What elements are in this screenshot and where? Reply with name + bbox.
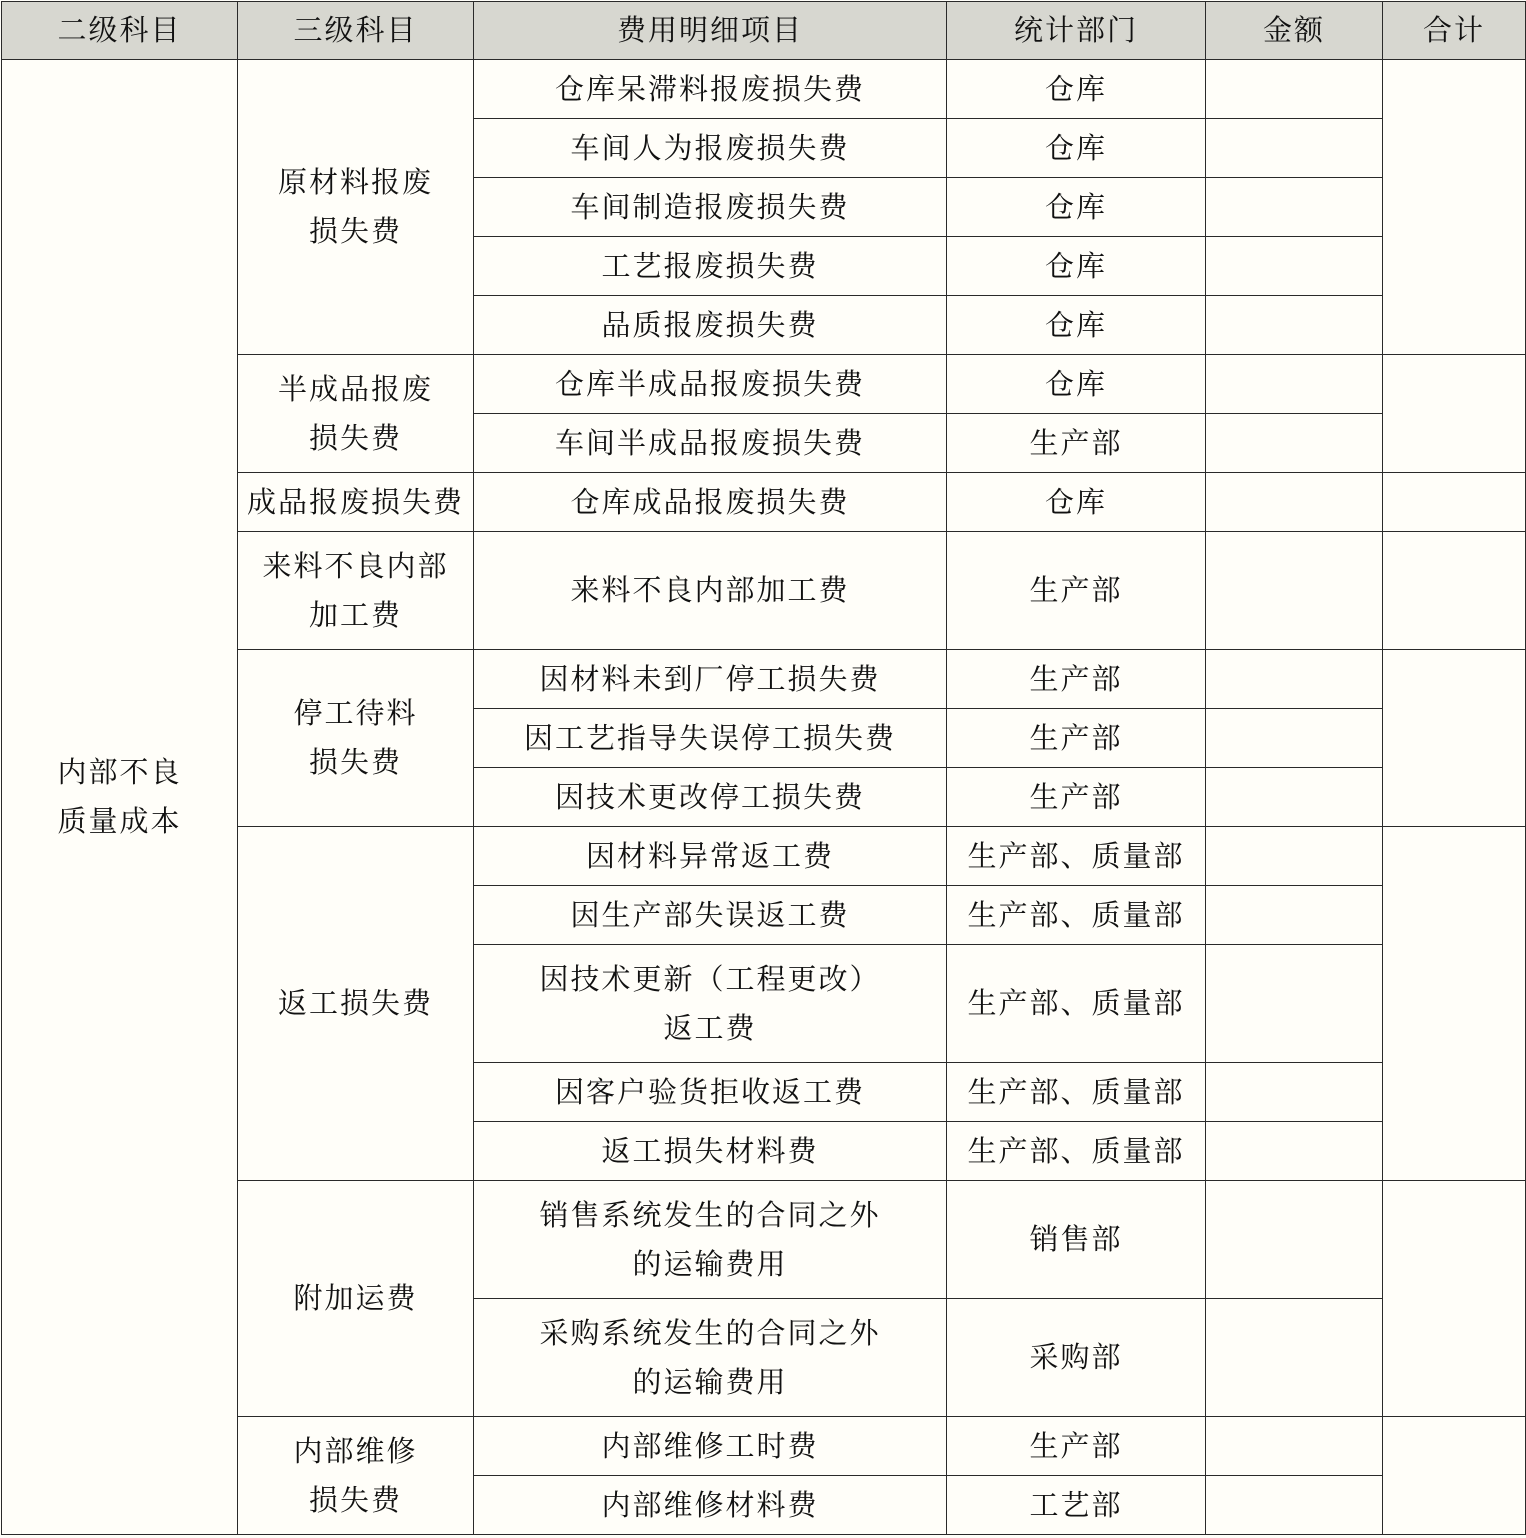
level2-cell: 内部不良 质量成本 — [2, 60, 238, 1535]
item-cell: 仓库呆滞料报废损失费 — [474, 60, 947, 119]
item-cell: 来料不良内部加工费 — [474, 532, 947, 650]
amount-cell[interactable] — [1206, 1122, 1383, 1181]
item-cell: 采购系统发生的合同之外 的运输费用 — [474, 1299, 947, 1417]
level3-cell: 成品报废损失费 — [238, 473, 474, 532]
level3-cell: 半成品报废 损失费 — [238, 355, 474, 473]
quality-cost-table — [1, 1, 1526, 1535]
item-cell: 车间制造报废损失费 — [474, 178, 947, 237]
dept-cell: 生产部 — [947, 768, 1206, 827]
item-cell: 因生产部失误返工费 — [474, 886, 947, 945]
item-cell: 仓库半成品报废损失费 — [474, 355, 947, 414]
amount-cell[interactable] — [1206, 768, 1383, 827]
dept-cell: 生产部、质量部 — [947, 827, 1206, 886]
item-cell: 内部维修工时费 — [474, 1417, 947, 1476]
amount-cell[interactable] — [1206, 1181, 1383, 1299]
amount-cell[interactable] — [1206, 296, 1383, 355]
total-cell[interactable] — [1383, 827, 1526, 1181]
level3-cell: 内部维修 损失费 — [238, 1417, 474, 1535]
total-cell[interactable] — [1383, 1181, 1526, 1417]
item-cell: 因材料未到厂停工损失费 — [474, 650, 947, 709]
dept-cell: 生产部 — [947, 650, 1206, 709]
amount-cell[interactable] — [1206, 1476, 1383, 1535]
level3-cell: 返工损失费 — [238, 827, 474, 1181]
dept-cell: 生产部 — [947, 1417, 1206, 1476]
item-cell: 工艺报废损失费 — [474, 237, 947, 296]
dept-cell: 工艺部 — [947, 1476, 1206, 1535]
dept-cell: 采购部 — [947, 1299, 1206, 1417]
amount-cell[interactable] — [1206, 237, 1383, 296]
item-cell: 因客户验货拒收返工费 — [474, 1063, 947, 1122]
amount-cell[interactable] — [1206, 473, 1383, 532]
dept-cell: 生产部、质量部 — [947, 886, 1206, 945]
header-amount: 金额 — [1206, 2, 1383, 60]
item-cell: 品质报废损失费 — [474, 296, 947, 355]
header-level3: 三级科目 — [238, 2, 474, 60]
header-dept: 统计部门 — [947, 2, 1206, 60]
item-cell: 因材料异常返工费 — [474, 827, 947, 886]
amount-cell[interactable] — [1206, 60, 1383, 119]
dept-cell: 仓库 — [947, 119, 1206, 178]
amount-cell[interactable] — [1206, 827, 1383, 886]
item-cell: 因工艺指导失误停工损失费 — [474, 709, 947, 768]
amount-cell[interactable] — [1206, 945, 1383, 1063]
dept-cell: 生产部 — [947, 532, 1206, 650]
total-cell[interactable] — [1383, 650, 1526, 827]
level3-cell: 附加运费 — [238, 1181, 474, 1417]
amount-cell[interactable] — [1206, 119, 1383, 178]
item-cell: 车间人为报废损失费 — [474, 119, 947, 178]
dept-cell: 仓库 — [947, 237, 1206, 296]
header-total: 合计 — [1383, 2, 1526, 60]
item-cell: 仓库成品报废损失费 — [474, 473, 947, 532]
amount-cell[interactable] — [1206, 178, 1383, 237]
dept-cell: 仓库 — [947, 178, 1206, 237]
level3-cell: 来料不良内部 加工费 — [238, 532, 474, 650]
level3-cell: 原材料报废 损失费 — [238, 60, 474, 355]
item-cell: 因技术更新（工程更改） 返工费 — [474, 945, 947, 1063]
header-row — [2, 2, 1526, 60]
dept-cell: 生产部、质量部 — [947, 1122, 1206, 1181]
item-cell: 返工损失材料费 — [474, 1122, 947, 1181]
total-cell[interactable] — [1383, 355, 1526, 473]
amount-cell[interactable] — [1206, 709, 1383, 768]
amount-cell[interactable] — [1206, 532, 1383, 650]
level3-cell: 停工待料 损失费 — [238, 650, 474, 827]
amount-cell[interactable] — [1206, 886, 1383, 945]
item-cell: 内部维修材料费 — [474, 1476, 947, 1535]
total-cell[interactable] — [1383, 532, 1526, 650]
item-cell: 销售系统发生的合同之外 的运输费用 — [474, 1181, 947, 1299]
dept-cell: 仓库 — [947, 355, 1206, 414]
total-cell[interactable] — [1383, 473, 1526, 532]
amount-cell[interactable] — [1206, 355, 1383, 414]
amount-cell[interactable] — [1206, 650, 1383, 709]
amount-cell[interactable] — [1206, 1417, 1383, 1476]
header-level2: 二级科目 — [2, 2, 238, 60]
dept-cell: 生产部、质量部 — [947, 945, 1206, 1063]
dept-cell: 销售部 — [947, 1181, 1206, 1299]
dept-cell: 仓库 — [947, 296, 1206, 355]
dept-cell: 生产部 — [947, 709, 1206, 768]
item-cell: 车间半成品报废损失费 — [474, 414, 947, 473]
amount-cell[interactable] — [1206, 1299, 1383, 1417]
amount-cell[interactable] — [1206, 414, 1383, 473]
dept-cell: 仓库 — [947, 473, 1206, 532]
table-row — [2, 60, 1526, 119]
header-item: 费用明细项目 — [474, 2, 947, 60]
total-cell[interactable] — [1383, 60, 1526, 355]
item-cell: 因技术更改停工损失费 — [474, 768, 947, 827]
dept-cell: 生产部、质量部 — [947, 1063, 1206, 1122]
total-cell[interactable] — [1383, 1417, 1526, 1535]
dept-cell: 生产部 — [947, 414, 1206, 473]
dept-cell: 仓库 — [947, 60, 1206, 119]
amount-cell[interactable] — [1206, 1063, 1383, 1122]
